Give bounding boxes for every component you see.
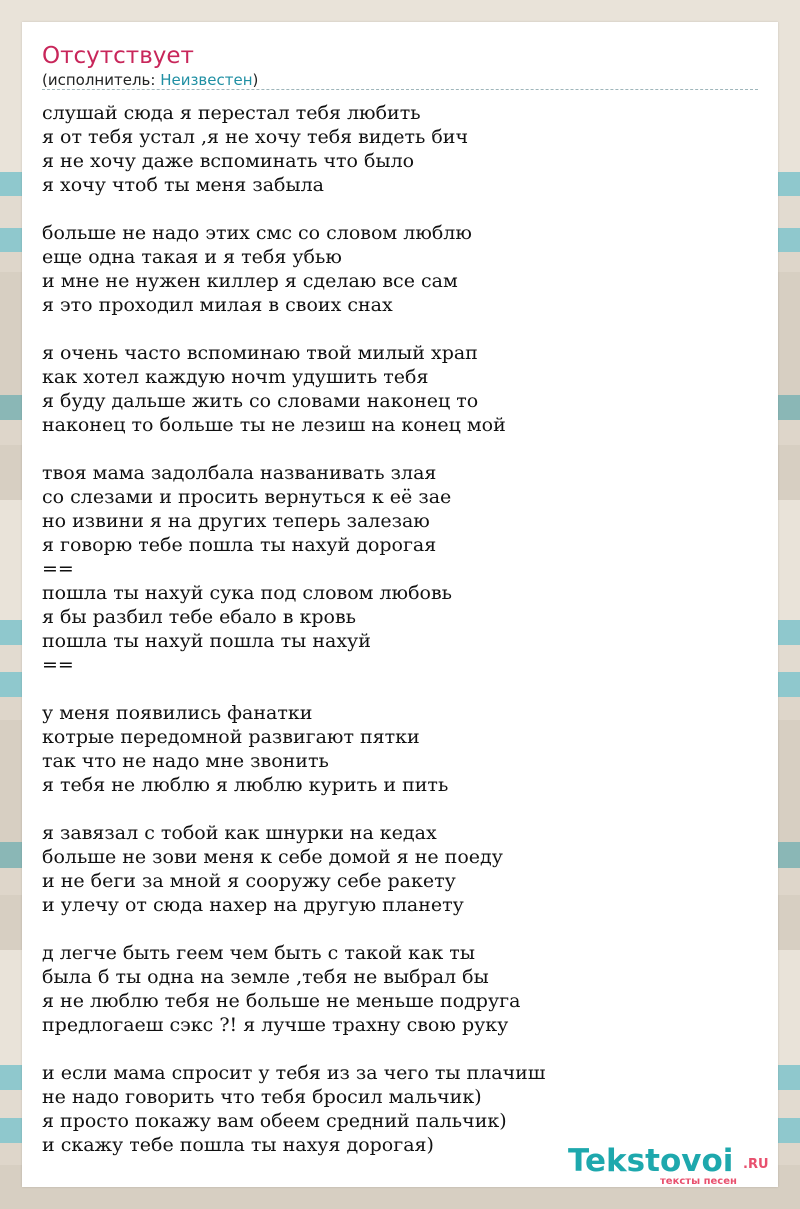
lyric-line: со слезами и просить вернуться к её зае — [42, 486, 452, 508]
artist-prefix: (исполнитель: — [42, 71, 161, 89]
lyric-blank-line — [42, 1037, 762, 1061]
lyric-line: == — [42, 558, 74, 580]
dashed-divider — [42, 89, 758, 90]
song-title: Отсутствует — [42, 43, 194, 69]
logo-name: Tekstovoi — [568, 1143, 734, 1179]
lyric-line: я хочу чтоб ты меня забыла — [42, 174, 324, 196]
lyric-line: и скажу тебе пошла ты нахуя дорогая) — [42, 1134, 434, 1156]
lyric-line: слушай сюда я перестал тебя любить — [42, 102, 421, 124]
lyric-line: была б ты одна на земле ,тебя не выбрал бы — [42, 966, 489, 988]
lyric-line: пошла ты нахуй пошла ты нахуй — [42, 630, 371, 652]
lyrics-card — [22, 22, 778, 1187]
lyric-line: наконец то больше ты не лезиш на конец мой — [42, 414, 506, 436]
lyric-line: я очень часто вспоминаю твой милый храп — [42, 342, 478, 364]
lyric-line: д легче быть геем чем быть с такой как ты — [42, 942, 475, 964]
lyric-line: я не люблю тебя не больше не меньше подруга — [42, 990, 521, 1012]
lyric-line: я завязал с тобой как шнурки на кедах — [42, 822, 437, 844]
lyric-line: я это проходил милая в своих снах — [42, 294, 393, 316]
lyric-line: я не хочу даже вспоминать что было — [42, 150, 415, 172]
lyric-line: еще одна такая и я тебя убью — [42, 246, 342, 268]
lyric-line: пошла ты нахуй сука под словом любовь — [42, 582, 453, 604]
lyric-line: как хотел каждую ночm удушить тебя — [42, 366, 429, 388]
lyric-line: я от тебя устал ,я не хочу тебя видеть бич — [42, 126, 469, 148]
lyric-blank-line — [42, 677, 762, 701]
lyric-blank-line — [42, 317, 762, 341]
lyric-line: и если мама спросит у тебя из за чего ты плачиш — [42, 1062, 546, 1084]
lyric-line: я говорю тебе пошла ты нахуй дорогая — [42, 534, 437, 556]
site-logo[interactable] — [568, 1142, 778, 1190]
artist-suffix: ) — [252, 71, 259, 89]
lyric-line: у меня появились фанатки — [42, 702, 313, 724]
lyric-line: предлогаеш сэкс ?! я лучше трахну свою руку — [42, 1014, 509, 1036]
lyric-line: и улечу от сюда нахер на другую планету — [42, 894, 464, 916]
lyric-line: я бы разбил тебе ебало в кровь — [42, 606, 356, 628]
lyric-line: == — [42, 654, 74, 676]
lyric-line: я просто покажу вам обеем средний пальчик) — [42, 1110, 507, 1132]
artist-link[interactable]: Неизвестен — [160, 71, 253, 89]
lyric-line: твоя мама задолбала названивать злая — [42, 462, 437, 484]
lyric-line: я буду дальше жить со словами наконец то — [42, 390, 479, 412]
lyric-line: котрые передомной развигают пятки — [42, 726, 420, 748]
lyric-line: и не беги за мной я сооружу себе ракету — [42, 870, 456, 892]
lyric-line: не надо говорить что тебя бросил мальчик) — [42, 1086, 482, 1108]
lyric-blank-line — [42, 197, 762, 221]
lyric-blank-line — [42, 437, 762, 461]
lyric-line: и мне не нужен киллер я сделаю все сам — [42, 270, 458, 292]
lyric-blank-line — [42, 917, 762, 941]
lyric-line: так что не надо мне звонить — [42, 750, 329, 772]
lyric-line: но извини я на других теперь залезаю — [42, 510, 430, 532]
lyric-line: больше не зови меня к себе домой я не поеду — [42, 846, 503, 868]
artist-line — [42, 70, 258, 90]
lyric-line: я тебя не люблю я люблю курить и пить — [42, 774, 449, 796]
lyric-line: больше не надо этих смс со словом люблю — [42, 222, 472, 244]
logo-tld: .RU — [743, 1157, 769, 1172]
lyrics-text — [42, 101, 762, 1157]
logo-tagline: тексты песен — [660, 1176, 737, 1187]
lyric-blank-line — [42, 797, 762, 821]
